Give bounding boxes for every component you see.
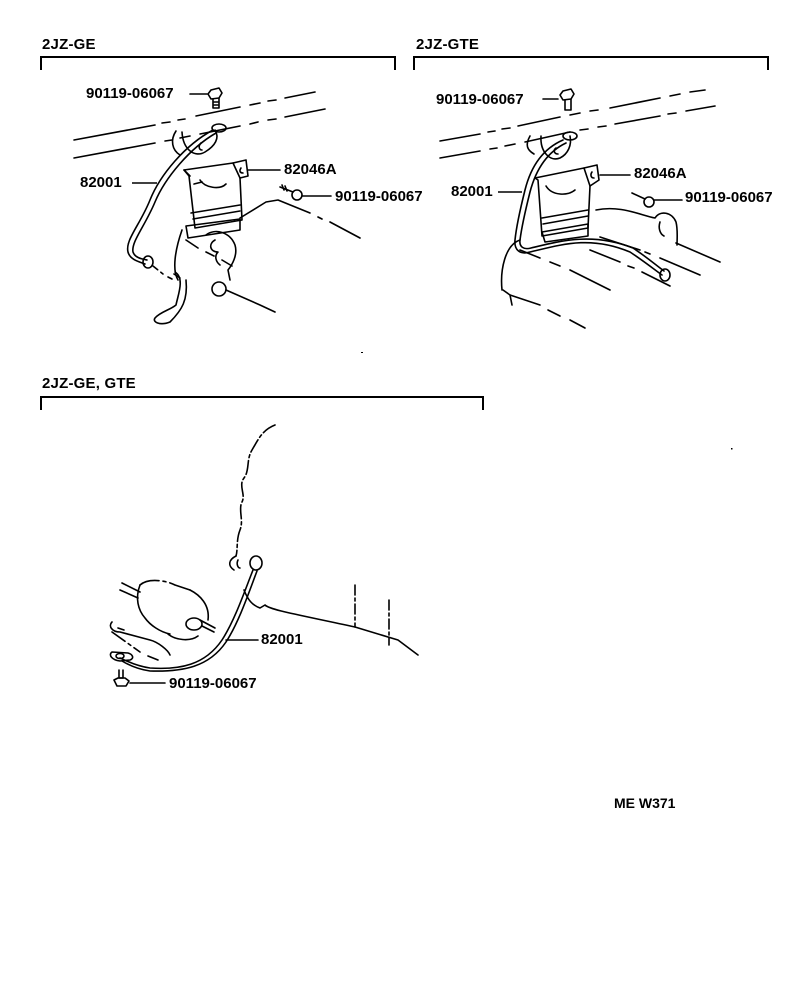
bolt-icon [280, 185, 302, 200]
diagram-2jz-gte [440, 89, 720, 328]
callout-bolt-2jz-ge-gte: 90119-06067 [169, 675, 257, 692]
callout-wire-2jz-gte: 82001 [451, 183, 493, 200]
bolt-icon [208, 88, 222, 108]
bolt-icon [560, 89, 574, 110]
callout-bolt-side-2jz-ge: 90119-06067 [335, 188, 423, 205]
section-title-2jz-gte: 2JZ-GTE [416, 36, 480, 53]
callout-wire-2jz-ge-gte: 82001 [261, 631, 303, 648]
callout-bolt-top-2jz-gte: 90119-06067 [436, 91, 524, 108]
figure-code: ME W371 [614, 795, 676, 811]
callout-clamp-2jz-ge: 82046A [284, 161, 337, 178]
section-title-2jz-ge-gte: 2JZ-GE, GTE [42, 375, 136, 392]
section-title-2jz-ge: 2JZ-GE [42, 36, 96, 53]
diagram-2jz-ge [74, 85, 360, 324]
bolt-icon [114, 670, 129, 686]
callout-wire-2jz-ge: 82001 [80, 174, 122, 191]
callout-bolt-side-2jz-gte: 90119-06067 [685, 189, 773, 206]
bolt-icon [632, 193, 654, 207]
callout-bolt-top-2jz-ge: 90119-06067 [86, 85, 174, 102]
callout-clamp-2jz-gte: 82046A [634, 165, 687, 182]
